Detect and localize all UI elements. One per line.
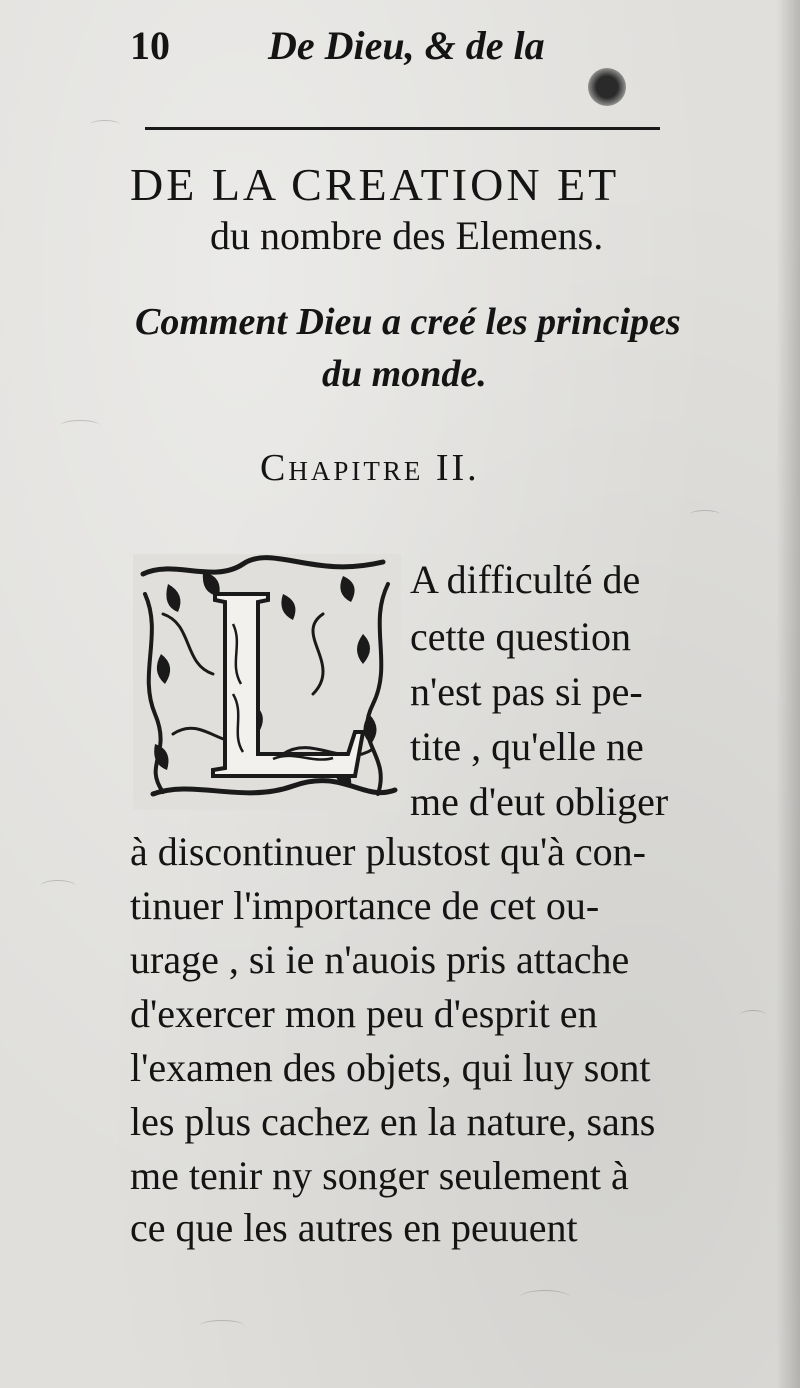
paper-fiber — [520, 1290, 570, 1305]
body-line: à discontinuer plustost qu'à con- — [130, 829, 646, 874]
body-line: n'est pas si pe- — [410, 669, 643, 714]
body-line: les plus cachez en la nature, sans — [130, 1099, 656, 1144]
body-line: ce que les autres en peuuent — [130, 1205, 578, 1250]
page-edge-shadow — [776, 0, 800, 1388]
running-head: De Dieu, & de la — [268, 23, 545, 68]
section-subtitle-line-1: Comment Dieu a creé les principes — [135, 301, 681, 343]
paper-fiber — [740, 1010, 766, 1020]
page-number: 10 — [130, 23, 170, 68]
body-line: tite , qu'elle ne — [410, 724, 644, 769]
header-rule — [145, 127, 660, 130]
body-line: me d'eut obliger — [410, 779, 669, 824]
section-title-line-2: du nombre des Elemens. — [210, 213, 604, 258]
paper-fiber — [40, 880, 76, 893]
body-line: cette question — [410, 614, 632, 659]
ink-blot — [588, 68, 626, 106]
body-line: tinuer l'importance de cet ou- — [130, 883, 600, 928]
paper-fiber — [690, 510, 720, 519]
section-subtitle-line-2: du monde. — [322, 353, 487, 395]
paper-fiber — [90, 120, 120, 129]
paper-fiber — [200, 1320, 244, 1331]
decorated-initial — [133, 554, 401, 810]
body-line: d'exercer mon peu d'esprit en — [130, 991, 598, 1036]
running-header — [130, 18, 600, 68]
paper-fiber — [60, 420, 100, 431]
section-title-line-1: DE LA CREATION ET — [130, 159, 620, 210]
body-line: l'examen des objets, qui luy sont — [130, 1045, 651, 1090]
chapter-heading: Chapitre II. — [260, 447, 480, 489]
body-line: me tenir ny songer seulement à — [130, 1153, 629, 1198]
body-line: A difficulté de — [410, 557, 641, 602]
body-line: urage , si ie n'auois pris attache — [130, 937, 630, 982]
